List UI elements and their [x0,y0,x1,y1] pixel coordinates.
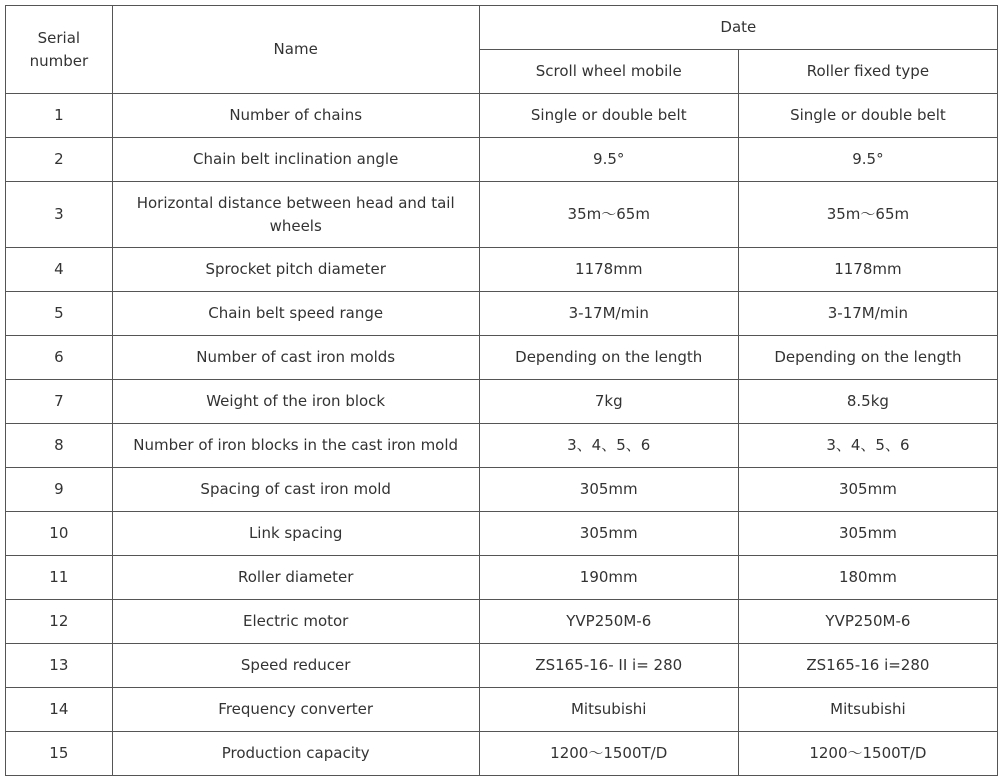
cell-roller-fixed-type: 1178mm [738,248,997,292]
table-body [6,94,998,776]
cell-serial: 10 [6,512,113,556]
cell-roller-fixed-type: 180mm [738,556,997,600]
cell-name: Roller diameter [112,556,479,600]
cell-name: Electric motor [112,600,479,644]
cell-name: Sprocket pitch diameter [112,248,479,292]
cell-name: Number of cast iron molds [112,336,479,380]
header-roller-fixed-type: Roller fixed type [738,50,997,94]
cell-scroll-wheel-mobile: 9.5° [479,138,738,182]
cell-roller-fixed-type: Single or double belt [738,94,997,138]
cell-serial: 15 [6,732,113,776]
cell-scroll-wheel-mobile: 190mm [479,556,738,600]
cell-name: Horizontal distance between head and tail wheels [112,182,479,248]
cell-roller-fixed-type: ZS165-16 i=280 [738,644,997,688]
cell-serial: 11 [6,556,113,600]
cell-serial: 9 [6,468,113,512]
header-name: Name [112,6,479,94]
header-date: Date [479,6,997,50]
cell-serial: 6 [6,336,113,380]
cell-name: Spacing of cast iron mold [112,468,479,512]
table-header [6,6,998,94]
cell-roller-fixed-type: Depending on the length [738,336,997,380]
cell-scroll-wheel-mobile: Depending on the length [479,336,738,380]
cell-scroll-wheel-mobile: YVP250M-6 [479,600,738,644]
cell-name: Frequency converter [112,688,479,732]
cell-roller-fixed-type: 3、4、5、6 [738,424,997,468]
cell-name: Number of iron blocks in the cast iron mold [112,424,479,468]
cell-scroll-wheel-mobile: ZS165-16- II i= 280 [479,644,738,688]
cell-serial: 14 [6,688,113,732]
cell-serial: 8 [6,424,113,468]
cell-roller-fixed-type: Mitsubishi [738,688,997,732]
cell-name: Speed reducer [112,644,479,688]
cell-scroll-wheel-mobile: 3、4、5、6 [479,424,738,468]
cell-roller-fixed-type: 305mm [738,512,997,556]
cell-scroll-wheel-mobile: 7kg [479,380,738,424]
cell-serial: 13 [6,644,113,688]
cell-name: Weight of the iron block [112,380,479,424]
cell-serial: 7 [6,380,113,424]
cell-roller-fixed-type: 1200～1500T/D [738,732,997,776]
cell-scroll-wheel-mobile: 1200～1500T/D [479,732,738,776]
cell-scroll-wheel-mobile: 35m～65m [479,182,738,248]
cell-serial: 3 [6,182,113,248]
cell-name: Chain belt inclination angle [112,138,479,182]
cell-scroll-wheel-mobile: Mitsubishi [479,688,738,732]
cell-scroll-wheel-mobile: Single or double belt [479,94,738,138]
cell-roller-fixed-type: 9.5° [738,138,997,182]
cell-serial: 12 [6,600,113,644]
cell-scroll-wheel-mobile: 3-17M/min [479,292,738,336]
cell-name: Link spacing [112,512,479,556]
spec-table [5,5,998,776]
cell-serial: 2 [6,138,113,182]
cell-serial: 4 [6,248,113,292]
cell-roller-fixed-type: YVP250M-6 [738,600,997,644]
cell-name: Number of chains [112,94,479,138]
cell-serial: 5 [6,292,113,336]
cell-roller-fixed-type: 3-17M/min [738,292,997,336]
cell-name: Production capacity [112,732,479,776]
cell-name: Chain belt speed range [112,292,479,336]
cell-serial: 1 [6,94,113,138]
header-serial-number: Serial number [6,6,113,94]
cell-roller-fixed-type: 305mm [738,468,997,512]
header-scroll-wheel-mobile: Scroll wheel mobile [479,50,738,94]
cell-roller-fixed-type: 8.5kg [738,380,997,424]
cell-scroll-wheel-mobile: 305mm [479,512,738,556]
cell-scroll-wheel-mobile: 305mm [479,468,738,512]
cell-scroll-wheel-mobile: 1178mm [479,248,738,292]
cell-roller-fixed-type: 35m～65m [738,182,997,248]
